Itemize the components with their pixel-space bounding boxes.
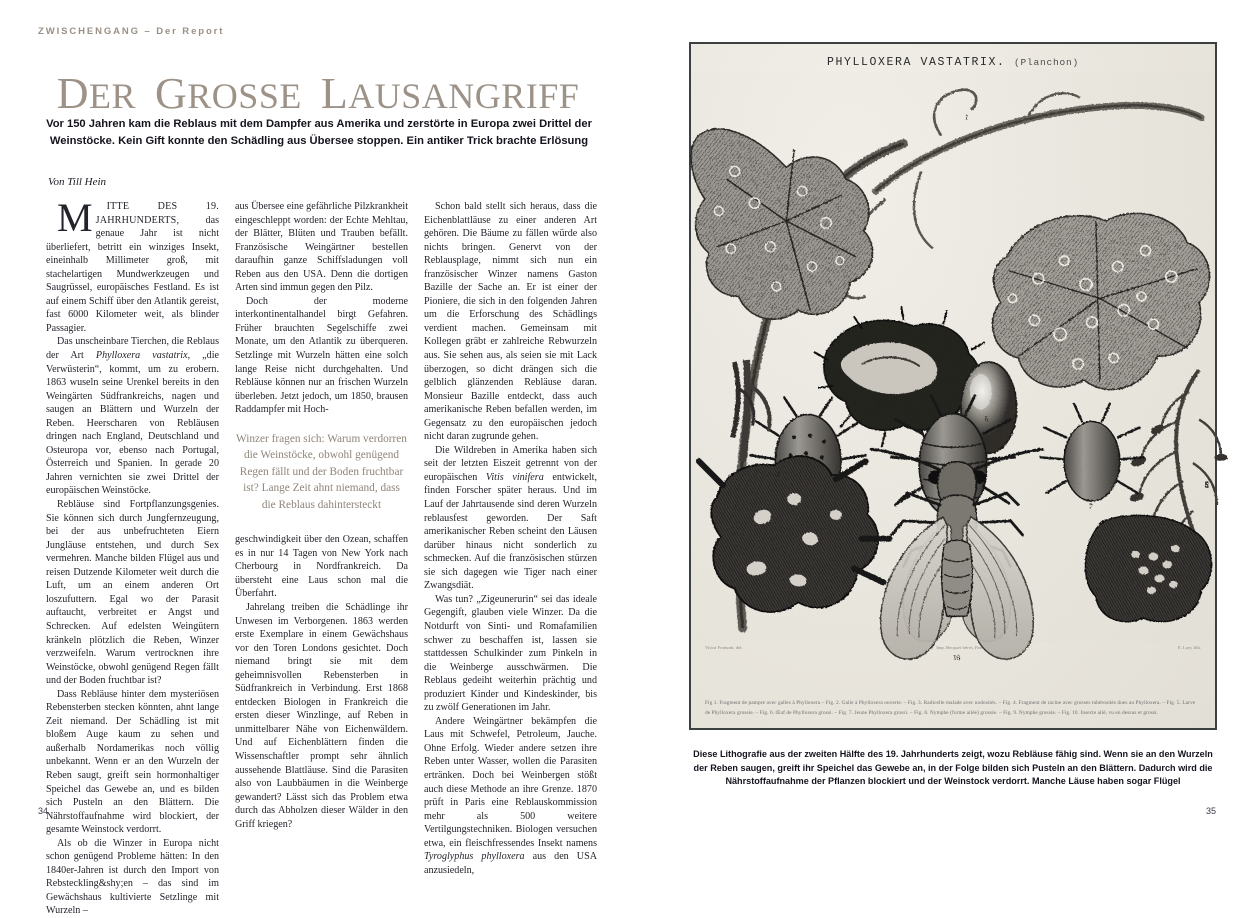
paragraph: Was tun? „Zigeunerurin“ sei das ideale Gegengift, glauben viele Winzer. Da die Notdurft von Sinti- und Romafamilien schwer zu beschaffen ist, lassen sie stattdessen Schulkinder zum Pinkeln in die Weinberge ausschwärmen. Die Reblaus gedeiht weiterhin prächtig und produziert Kinder und Kindeskinder, bis zu zwölf Generationen im Jahr. (424, 593, 597, 714)
figure-number-10: 10 (953, 653, 960, 662)
lithograph-plate (689, 42, 1217, 730)
credit-right: E. Lary, lith. (1177, 645, 1201, 650)
paragraph: Andere Weingärtner bekämpfen die Laus mit Schwefel, Petroleum, Jauche. Ohne Erfolg. Wieder andere setzen ihre Reben unter Wasser, wollen die Parasiten ertränken. Doch bei Weinbergen stößt auch diese Methode an ihre Grenze. 1870 prüft in Paris eine Reblauskommission mehr als 500 weitere Vertilgungstechniken. Biologen versuchen etwa, ein fleischfressendes Insekt namens Tyroglyphus phylloxera aus den USA anzusiedeln, (424, 715, 597, 876)
left-page (0, 0, 625, 917)
plate-title (691, 56, 1215, 69)
plate-title-author: (Planchon) (1014, 57, 1080, 68)
article-columns (46, 195, 598, 917)
figure-number-3: 3 (875, 399, 880, 408)
page-title (38, 69, 598, 118)
paragraph: Jahrelang treiben die Schädlinge ihr Unwesen im Verborgenen. 1863 werden erste Exemplare in einem Gewächshaus vor den Toren Londons gesichtet. Doch niemand bringt sie mit dem geheimnisvollen Rebensterben in Südfrankreich in Verbindung. Erst 1868 entdecken Biologen in Frankreich die ersten dieser Winzlinge, auf Reben in unmittelbarer Nähe von Eichenwäldern. Und auf Eichenblättern finden die Wissenschaftler prompt sehr ähnlich aussehende Blattläuse. Sind die Parasiten also von Laubbäumen in die Weinberge gewandert? Lässt sich das Problem etwa durch das Abholzen dieser Wälder in den Griff kriegen? (235, 601, 408, 830)
section-kicker: ZWISCHENGANG – Der Report (38, 26, 225, 37)
paragraph: Dass Rebläuse hinter dem mysteriösen Rebensterben stecken könnten, ahnt lange Zeit niemand. Der Schädling ist mit bloßem Auge kaum zu sehen und außerhalb Nordamerikas noch völlig unbekannt. Wenn er an den Wurzeln der Reben saugt, greift sein hormonhaltiger Speichel das Gewebe an, und es bilden sich Pusteln an den Blättern. Die Nährstoffaufnahme wird blockiert, der gesamte Weinstock verdorrt. (46, 688, 219, 836)
paragraph: Rebläuse sind Fortpflanzungsgenies. Sie können sich durch Jungfernzeugung, bei der aus unbefruchteten Eiern Jungläuse entstehen, und durch Sex vermehren. Manche bilden Flügel aus und reisen Dutzende Kilometer weit durch die Luft, um an einem anderen Ort loszufuttern. Egal wo der Parasit auftaucht, verbreitet er Angst und Schrecken. Auf edelsten Weingütern kränkeln plötzlich die Reben, Winzer verzweifeln. Warum vertrocknen ihre Weinstöcke, obwohl genügend Regen fällt und der Boden fruchtbar ist? (46, 499, 219, 687)
page-number-right: 35 (1205, 806, 1216, 816)
text-column-2 (235, 200, 408, 830)
lead-body: das genaue Jahr ist nicht überliefert, betritt ein winziges Insekt, eineinhalb Millimeter groß, mit stachelartigen Mundwerkzeugen und Saugrüssel, europäisches Festland. Es ist auf einem Schiff über den Atlantik gereist, fast 6000 Kilometer weit, als blinder Passagier. (46, 214, 219, 334)
headline-text: DER GROSSE LAUSANGRIFF (56, 69, 580, 118)
paragraph: Das unscheinbare Tierchen, die Reblaus der Art Phylloxera vastatrix, „die Verwüsterin“, kommt, um zu erobern. 1863 wuseln seine Urenkel bereits in den Weingärten Südfrankreichs, nagen und saugen an Blättern und Wurzeln der Reben. Heerscharen von Rebläusen dringen nach England, Deutschland und Osteuropa vor, ebenso nach Portugal, Österreich und Spanien. In gerade 20 Jahren vernichten sie zwei Drittel der europäischen Weinstöcke. (46, 336, 219, 497)
figure-number-6: 6 (984, 415, 989, 424)
figure-number-7: 7 (1088, 502, 1093, 511)
plate-credits (705, 645, 1201, 650)
paragraph: Schon bald stellt sich heraus, dass die Eichenblattläuse zu einer anderen Art gehören. Die Bäume zu fällen würde also nichts bringen. Genervt von der Reblausplage, nimmt sich nun ein französischer Winzer namens Gaston Bazille der Sache an. Er ist einer der Pioniere, die sich in den folgenden Jahren um die Erforschung des Schädlings verdient machen. Gemeinsam mit Kollegen gräbt er zahlreiche Rebwurzeln aus. Sie sehen aus, als seien sie mit Lack überzogen, so dicht drängen sich die gelblich glänzenden Rebläuse daran. Monsieur Bazille entdeckt, dass auch amerikanische Reben befallen werden, im Gegensatz zu den europäischen jedoch nicht daran zugrunde gehen. (424, 201, 597, 443)
text-column-1 (46, 195, 219, 917)
plate-title-main: PHYLLOXERA VASTATRIX. (826, 56, 1006, 69)
paragraph: Als ob die Winzer in Europa nicht schon genügend Probleme hätten: In den 1840er-Jahren ist durch den Import von Rebsteckling&shy;en – das sind im Gewächshaus kultivierte Setzlinge mit Wurzeln – (46, 837, 219, 917)
credit-left: Victor Fromont, del. (705, 645, 743, 650)
credit-center: Imp. Becquet frères, Paris (936, 645, 985, 650)
right-page (625, 0, 1250, 834)
standfirst: Vor 150 Jahren kam die Reblaus mit dem Dampfer aus Amerika und zerstörte in Europa zwei Drittel der Weinstöcke. Kein Gift konnte den Schädling aus Übersee stoppen. Ein antiker Trick brachte Erlösung (46, 118, 592, 147)
lead-smallcaps: ITTE DES 19. JAHRHUNDERTS, (95, 201, 219, 226)
paragraph-continued: geschwindigkeit über den Ozean, schaffen es in nur 14 Tagen von New York nach Cherbourg in Nordfrankreich. Da übersteht eine Laus schon mal die Überfahrt. (235, 534, 408, 600)
paragraph-lead (46, 195, 219, 335)
figure-number-1: 1 (964, 113, 969, 122)
image-caption: Diese Lithografie aus der zweiten Hälfte des 19. Jahrhunderts zeigt, wozu Rebläuse fähig sind. Wenn sie an den Wurzeln der Reben saugen, greift ihr Speichel das Gewebe an, in der Folge bilden sich Pusteln an den Blättern. Dadurch wird die Nährstoffaufnahme der Pflanzen blockiert und der Weinstock verdorrt. Manche Läuse haben sogar Flügel (693, 749, 1213, 787)
figure-number-5: 5 (1205, 481, 1209, 490)
paragraph: Die Wildreben in Amerika haben sich seit der letzten Eiszeit getrennt von der europäischen Vitis vinifera entwickelt, finden Forscher später heraus. Und im Lauf der Jahrtausende sind deren Wurzeln reblausfest geworden. Der Saft amerikanischer Reben scheint den Läusen darüber hinaus nicht sonderlich zu schmecken. Auf die französischen stürzen sie sich dagegen wie Tiger nach einer Zwangsdiät. (424, 444, 597, 592)
figure-number-4: 4 (776, 471, 780, 480)
figure-number-2: 2 (1195, 328, 1199, 337)
plate-french-caption: Fig 1. Fragment de pampre avec galles à Phylloxera – Fig. 2. Galle à Phylloxera ouverte. – Fig. 3. Radicelle malade avec nodosités. – Fig. 4. Fragment de racine avec grosses tubérosités dues au Phylloxera. – Fig. 5. Larve de Phylloxera grossie. – Fig. 6. Œuf de Phylloxera grossi. – Fig. 7. Jeune Phylloxera grossi. – Fig. 8. Nymphe (forme ailée) grossie. – Fig. 9. Nymphe grossie. – Fig. 10. Insecte ailé, vu en dessus et grossi. (705, 700, 1196, 716)
paragraph: Doch der moderne interkontinentalhandel birgt Gefahren. Früher brauchten Segelschiffe zwei Monate, um den Atlantik zu überqueren. Setzlinge mit Wurzeln hätten eine solch lange Reise nicht durchgehalten. Und Rebläuse können nur an frischen Wurzeln überleben. Jetzt jedoch, um 1850, brausen Raddampfer mit Hoch- (235, 295, 408, 416)
text-column-3 (424, 200, 597, 876)
byline: Von Till Hein (48, 176, 107, 188)
pull-quote: Winzer fragen sich: Warum verdorren die Weinstöcke, obwohl genügend Regen fällt und der Boden fruchtbar ist? Lange Zeit ahnt niemand, dass die Reblaus dahintersteckt (236, 432, 407, 511)
drop-cap: M (57, 195, 93, 240)
page-number-left: 34 (38, 806, 49, 816)
paragraph-continued: aus Übersee eine gefährliche Pilzkrankheit eingeschleppt worden: der Echte Mehltau, der Blätter, Blüten und Trauben befällt. Französische Weingärtner bestellen daraufhin ganze Schiffsladungen voll Reben aus den USA. Denn die dortigen Arten sind immun gegen den Pilz. (235, 201, 408, 294)
